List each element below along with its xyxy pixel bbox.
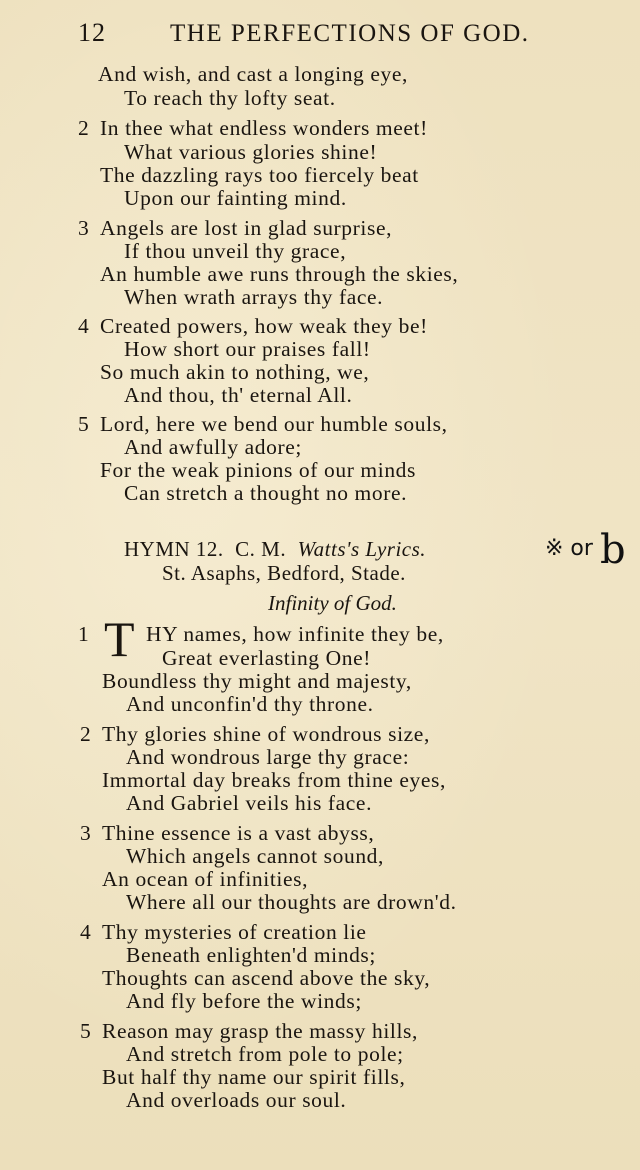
stanza-number: 5 [80,1019,91,1043]
running-title: THE PERFECTIONS OF GOD. [170,20,530,47]
stanza-number: 3 [80,821,91,845]
verse-line: And thou, th' eternal All. [124,383,353,407]
verse-line: To reach thy lofty seat. [124,86,336,110]
verse-line: An humble awe runs through the skies, [100,262,459,286]
hymn-tunes: St. Asaphs, Bedford, Stade. [162,561,406,585]
verse-line: And fly before the winds; [126,989,362,1013]
page-header [78,18,558,50]
hymn-number: HYMN 12. [124,537,224,561]
verse-line: In thee what endless wonders meet! [100,116,428,140]
annotation-mark: ※ or [545,536,593,561]
stanza-number: 5 [78,412,89,436]
stanza-number: 2 [78,116,89,140]
verse-line: Thine essence is a vast abyss, [102,821,375,845]
drop-cap: T [104,611,135,667]
verse-line: If thou unveil thy grace, [124,239,347,263]
stanza-number: 3 [78,216,89,240]
verse-line: Upon our fainting mind. [124,186,347,210]
hymn-heading [124,537,426,562]
verse-line: And stretch from pole to pole; [126,1042,404,1066]
verse-line: Where all our thoughts are drown'd. [126,890,457,914]
verse-line: Thy mysteries of creation lie [102,920,367,944]
verse-line: But half thy name our spirit fills, [102,1065,406,1089]
verse-line: Great everlasting One! [162,646,371,670]
verse-line: Reason may grasp the massy hills, [102,1019,418,1043]
page-number: 12 [78,18,106,47]
hymn-source: Watts's Lyrics. [297,537,427,561]
stanza-number: 4 [78,314,89,338]
verse-line: Thy glories shine of wondrous size, [102,722,430,746]
verse-line: HY names, how infinite they be, [146,622,444,646]
verse-line: For the weak pinions of our minds [100,458,416,482]
stanza-number: 4 [80,920,91,944]
hymn-subject: Infinity of God. [268,591,397,615]
verse-line: And wondrous large thy grace: [126,745,410,769]
verse-line: And unconfin'd thy throne. [126,692,374,716]
verse-line: Lord, here we bend our humble souls, [100,412,448,436]
verse-line: The dazzling rays too fiercely beat [100,163,419,187]
stanza-number: 2 [80,722,91,746]
stanza-number: 1 [78,622,89,646]
verse-line: How short our praises fall! [124,337,371,361]
verse-line: Can stretch a thought no more. [124,481,408,505]
verse-line: And awfully adore; [124,435,302,459]
verse-line: Created powers, how weak they be! [100,314,428,338]
verse-line: An ocean of infinities, [102,867,309,891]
handwritten-annotation [545,527,626,573]
verse-line: Beneath enlighten'd minds; [126,943,376,967]
verse-line: When wrath arrays thy face. [124,285,384,309]
verse-line: Which angels cannot sound, [126,844,385,868]
verse-line: Thoughts can ascend above the sky, [102,966,431,990]
verse-line: And Gabriel veils his face. [126,791,373,815]
verse-line: And wish, and cast a longing eye, [98,62,408,86]
verse-line: And overloads our soul. [126,1088,347,1112]
verse-line: Boundless thy might and majesty, [102,669,412,693]
verse-line: Angels are lost in glad surprise, [100,216,393,240]
verse-line: What various glories shine! [124,140,378,164]
hymn-meter: C. M. [235,537,287,561]
verse-line: Immortal day breaks from thine eyes, [102,768,446,792]
verse-line: So much akin to nothing, we, [100,360,370,384]
annotation-letter: b [599,527,626,573]
